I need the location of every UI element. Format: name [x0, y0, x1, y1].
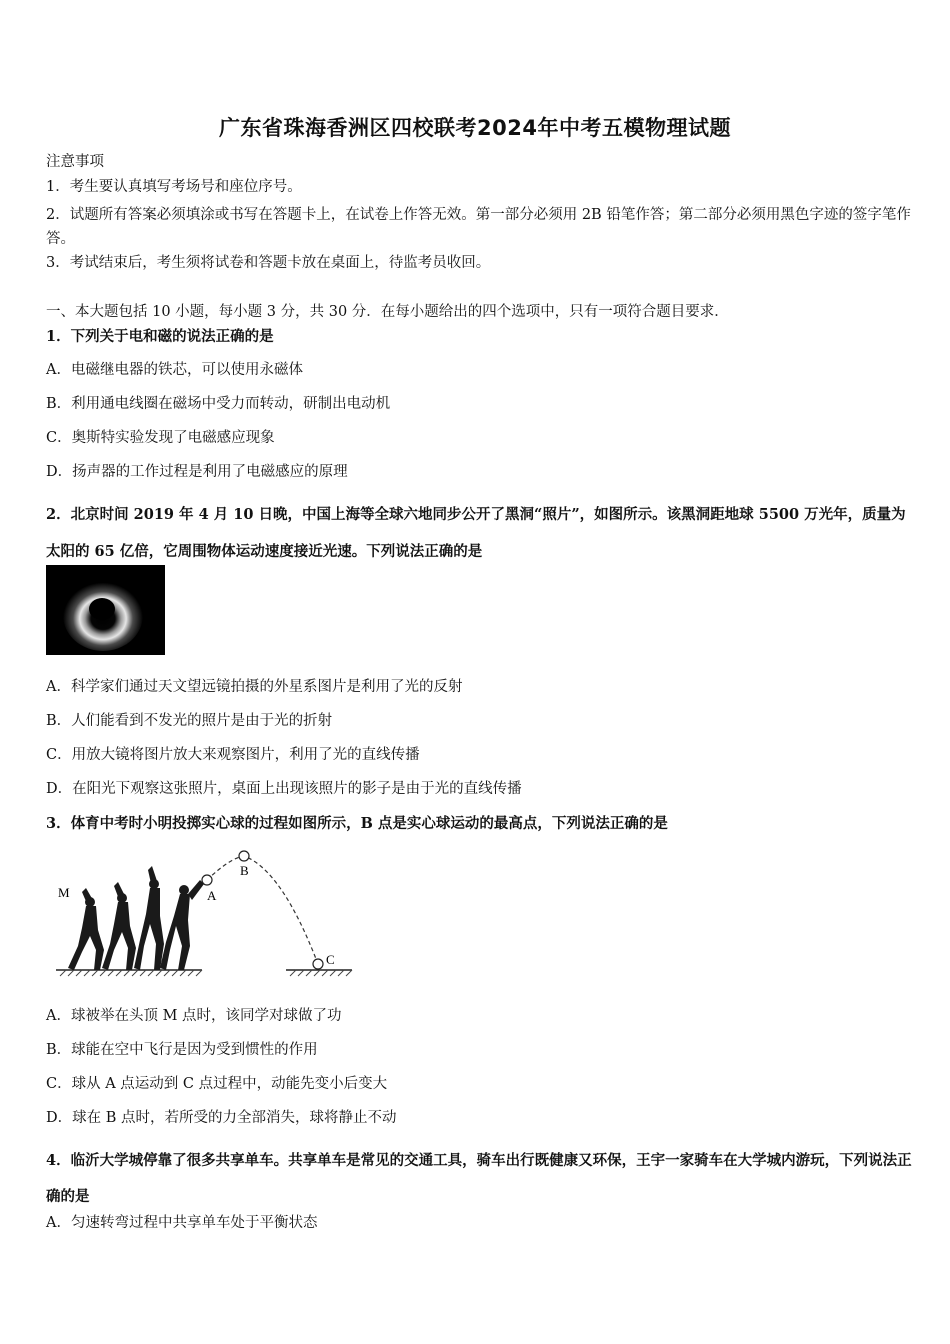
q2-option-a: A．科学家们通过天文望远镜拍摄的外星系图片是利用了光的反射 — [46, 679, 463, 695]
q4-option-a: A．匀速转弯过程中共享单车处于平衡状态 — [46, 1215, 318, 1231]
label-m: M — [58, 885, 70, 900]
athlete-figures — [68, 866, 204, 970]
notice-item-3: 3．考试结束后，考生须将试卷和答题卡放在桌面上，待监考员收回。 — [46, 255, 491, 271]
label-a: A — [207, 888, 217, 903]
q3-stem: 3．体育中考时小明投掷实心球的过程如图所示，B 点是实心球运动的最高点，下列说法正确的是 — [46, 815, 668, 832]
black-hole-photo — [46, 565, 165, 655]
q4-stem: 4．临沂大学城停靠了很多共享单车。共享单车是常见的交通工具，骑车出行既健康又环保，王宇一家骑车在大学城内游玩，下列说法正确的是 — [46, 1152, 912, 1205]
q2-option-b: B．人们能看到不发光的照片是由于光的折射 — [46, 713, 333, 729]
label-b: B — [240, 863, 249, 878]
q3-option-a: A．球被举在头顶 M 点时，该同学对球做了功 — [46, 1008, 342, 1024]
section-heading: 一、本大题包括 10 小题，每小题 3 分，共 30 分．在每小题给出的四个选项中，只有一项符合题目要求． — [46, 304, 729, 320]
ball-point-c — [313, 959, 323, 969]
q2-option-d: D．在阳光下观察这张照片，桌面上出现该照片的影子是由于光的直线传播 — [46, 781, 522, 797]
ball-point-b — [239, 851, 249, 861]
notice-item-2: 2．试题所有答案必须填涂或书写在答题卡上，在试卷上作答无效。第一部分必须用 2B 铅笔作答；第二部分必须用黑色字迹的签字笔作答。 — [46, 207, 911, 247]
q1-option-c: C．奥斯特实验发现了电磁感应现象 — [46, 430, 275, 446]
q3-option-d: D．球在 B 点时，若所受的力全部消失，球将静止不动 — [46, 1110, 397, 1126]
q2-option-c: C．用放大镜将图片放大来观察图片，利用了光的直线传播 — [46, 747, 420, 763]
ball-point-a — [202, 875, 212, 885]
label-c: C — [326, 952, 335, 967]
q1-option-d: D．扬声器的工作过程是利用了电磁感应的原理 — [46, 464, 348, 480]
q1-stem: 1．下列关于电和磁的说法正确的是 — [46, 328, 274, 345]
q1-option-a: A．电磁继电器的铁芯，可以使用永磁体 — [46, 362, 303, 378]
q3-option-c: C．球从 A 点运动到 C 点过程中，动能先变小后变大 — [46, 1076, 388, 1092]
q3-option-b: B．球能在空中飞行是因为受到惯性的作用 — [46, 1042, 318, 1058]
page-title: 广东省珠海香洲区四校联考2024年中考五模物理试题 — [219, 116, 731, 140]
shot-put-diagram — [52, 840, 362, 985]
notice-heading: 注意事项 — [46, 154, 104, 170]
q2-stem: 2．北京时间 2019 年 4 月 10 日晚，中国上海等全球六地同步公开了黑洞“照片”，如图所示。该黑洞距地球 5500 万光年，质量为太阳的 65 亿倍，它周围物体运动速度接近光速。下列说法正确的是 — [46, 506, 906, 560]
notice-item-1: 1．考生要认真填写考场号和座位序号。 — [46, 179, 302, 195]
q1-option-b: B．利用通电线圈在磁场中受力而转动，研制出电动机 — [46, 396, 391, 412]
